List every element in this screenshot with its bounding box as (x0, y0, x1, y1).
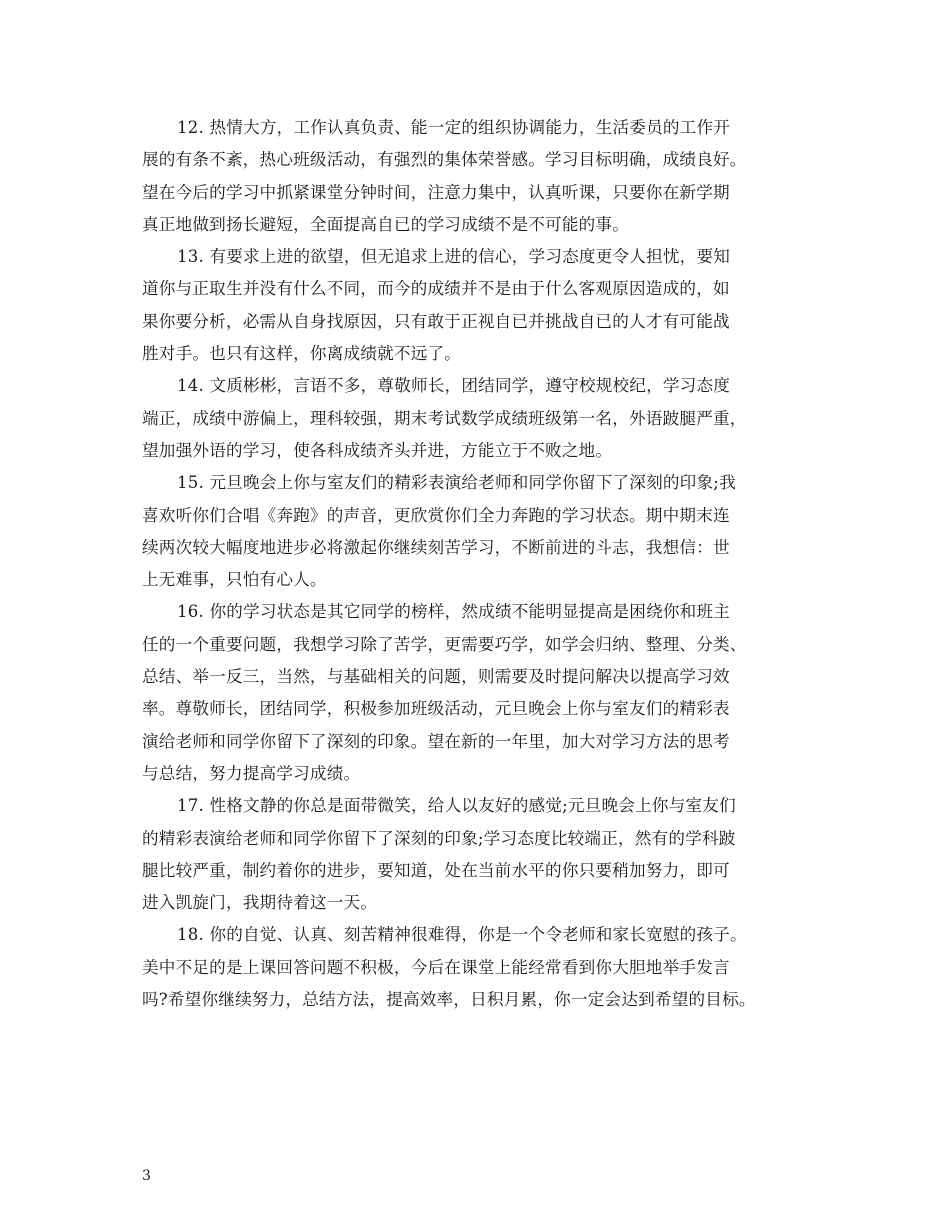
text-line: 13. 有要求上进的欲望，但无追求上进的信心，学习态度更令人担忧，要知 (177, 247, 731, 267)
text-line: 演给老师和同学你留下了深刻的印象。望在新的一年里，加大对学习方法的思考 (142, 731, 730, 751)
text-line: 腿比较严重，制约着你的进步，要知道，处在当前水平的你只要稍加努力，即可 (142, 860, 730, 880)
comment-paragraph (142, 790, 812, 919)
text-line: 的精彩表演给老师和同学你留下了深刻的印象;学习态度比较端正，然有的学科跛 (142, 828, 736, 848)
page-number: 3 (142, 1168, 151, 1184)
text-line: 真正地做到扬长避短，全面提高自已的学习成绩不是不可能的事。 (142, 214, 630, 234)
text-line: 总结、举一反三，当然，与基础相关的问题，则需要及时提问解决以提高学习效 (142, 667, 730, 687)
text-line: 胜对手。也只有这样，你离成绩就不远了。 (142, 344, 462, 364)
text-line: 15. 元旦晚会上你与室友们的精彩表演给老师和同学你留下了深刻的印象;我 (177, 473, 736, 493)
text-line: 18. 你的自觉、认真、刻苦精神很难得，你是一个令老师和家长宽慰的孩子。 (177, 925, 747, 945)
comment-paragraph (142, 370, 812, 467)
comment-paragraph (142, 596, 812, 790)
comment-paragraph (142, 467, 812, 596)
text-line: 与总结，努力提高学习成绩。 (142, 763, 361, 783)
text-line: 上无难事，只怕有心人。 (142, 570, 327, 590)
text-line: 进入凯旋门，我期待着这一天。 (142, 893, 378, 913)
text-line: 17. 性格文静的你总是面带微笑，给人以友好的感觉;元旦晚会上你与室友们 (177, 796, 736, 816)
text-line: 望在今后的学习中抓紧课堂分钟时间，注意力集中，认真听课，只要你在新学期 (142, 182, 730, 202)
text-line: 16. 你的学习状态是其它同学的榜样，然成绩不能明显提高是困绕你和班主 (177, 602, 731, 622)
text-line: 端正，成绩中游偏上，理科较强，期末考试数学成绩班级第一名，外语跛腿严重， (142, 408, 747, 428)
text-line: 望加强外语的学习，使各科成绩齐头并进，方能立于不败之地。 (142, 440, 613, 460)
text-line: 14. 文质彬彬，言语不多，尊敬师长，团结同学，遵守校规校纪，学习态度 (177, 376, 731, 396)
text-line: 道你与正取生并没有什么不同，而今的成绩并不是由于什么客观原因造成的，如 (142, 279, 730, 299)
document-body (142, 112, 812, 1016)
text-line: 美中不足的是上课回答问题不积极，今后在课堂上能经常看到你大胆地举手发言 (142, 957, 730, 977)
comment-paragraph (142, 241, 812, 370)
text-line: 果你要分析，必需从自身找原因，只有敢于正视自已并挑战自已的人才有可能战 (142, 311, 730, 331)
text-line: 率。尊敬师长，团结同学，积极参加班级活动，元旦晚会上你与室友们的精彩表 (142, 699, 730, 719)
text-line: 喜欢听你们合唱《奔跑》的声音，更欣赏你们全力奔跑的学习状态。期中期末连 (142, 505, 730, 525)
text-line: 展的有条不紊，热心班级活动，有强烈的集体荣誉感。学习目标明确，成绩良好。 (142, 150, 747, 170)
text-line: 12. 热情大方，工作认真负责、能一定的组织协调能力，生活委员的工作开 (177, 118, 731, 137)
comment-paragraph (142, 919, 812, 1016)
comment-paragraph (142, 112, 812, 241)
text-line: 吗?希望你继续努力，总结方法，提高效率，日积月累，你一定会达到希望的目标。 (142, 990, 756, 1010)
text-line: 任的一个重要问题，我想学习除了苦学，更需要巧学，如学会归纳、整理、分类、 (142, 634, 747, 654)
text-line: 续两次较大幅度地进步必将激起你继续刻苦学习，不断前进的斗志，我想信：世 (142, 537, 730, 557)
